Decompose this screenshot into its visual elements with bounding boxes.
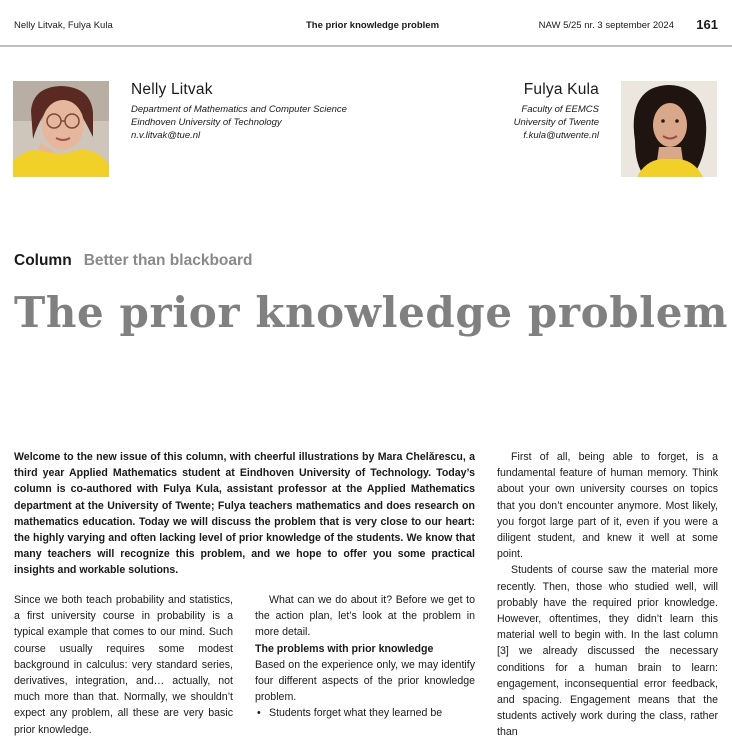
running-header-title: The prior knowledge problem: [306, 20, 440, 31]
section-heading: The problems with prior knowledge: [255, 642, 434, 655]
author-department: Faculty of EEMCS: [521, 104, 599, 115]
running-header: [14, 17, 718, 35]
article-title: The prior knowledge problem: [14, 288, 729, 337]
author-info-kula: [514, 80, 599, 142]
author-email[interactable]: f.kula@utwente.nl: [523, 130, 599, 141]
body-paragraph: Students of course saw the material more recently. Then, those who studied well, will probably have the required prior knowledge. However, oftentimes, they didn’t learn this material well to begin with. In the last column [3] we already discussed the necessary conditions for a human brain to learn: engagement, inconsequential error feedback, and spacing. Engagement means that the students actively work during the class, rather than: [497, 564, 718, 738]
header-rule: [0, 45, 732, 47]
page-number: 161: [696, 17, 718, 32]
body-paragraph: Based on the experience only, we may identify four different aspects of the prior knowledge problem.: [255, 658, 475, 704]
author-photo-kula: [621, 81, 717, 177]
author-department: Department of Mathematics and Computer Science: [131, 104, 347, 115]
author-name: Nelly Litvak: [131, 81, 213, 98]
author-university: Eindhoven University of Technology: [131, 117, 282, 128]
article-intro: Welcome to the new issue of this column, with cheerful illustrations by Mara Chelărescu, a third year Applied Mathematics student at Eindhoven University of Technology. Today’s column is co-authored with Fulya Kula, assistant professor at the Applied Mathematics department at the University of Twente; Fulya teachers mathematics and does research on mathematics education. Today we will discuss the problem that is very close to our heart: the highly varying and often lacking level of prior knowledge of the students. We know that many teachers will recognize this problem, and we hope to offer you some practical insights and workable solutions.: [14, 451, 475, 577]
author-photo-litvak: [13, 81, 109, 177]
body-column-2: [255, 592, 475, 722]
body-paragraph: First of all, being able to forget, is a fundamental feature of human memory. Think about your own university courses on topics that you don’t encounter anymore. Most likely, you forgot large part of it, even if you were a diligent student, and knew it well at some point.: [497, 451, 718, 561]
body-column-1: [14, 592, 233, 738]
author-university: University of Twente: [513, 117, 599, 128]
column-word: Column: [14, 252, 72, 269]
issue-info: NAW 5/25 nr. 3 september 2024: [538, 20, 674, 31]
running-header-authors: Nelly Litvak, Fulya Kula: [14, 20, 113, 31]
author-info-litvak: [131, 80, 347, 142]
body-paragraph: Since we both teach probability and statistics, a first university course in probability is a typical example that comes to our mind. Such course usually requires some modest background in calculus: very standard series, derivatives, integration, and… actually, not much more than that. Normally, we shouldn’t expect any problem, all these are very basic prior knowledge.: [14, 594, 233, 736]
author-email[interactable]: n.v.litvak@tue.nl: [131, 130, 201, 141]
author-name: Fulya Kula: [523, 81, 599, 98]
column-label: [14, 252, 253, 270]
body-paragraph: What can we do about it? Before we get to the action plan, let’s look at the problem in more detail.: [255, 594, 475, 639]
body-column-3: [497, 449, 718, 738]
column-series: Better than blackboard: [83, 252, 253, 269]
bullet-item: • Students forget what they learned be: [255, 705, 475, 721]
